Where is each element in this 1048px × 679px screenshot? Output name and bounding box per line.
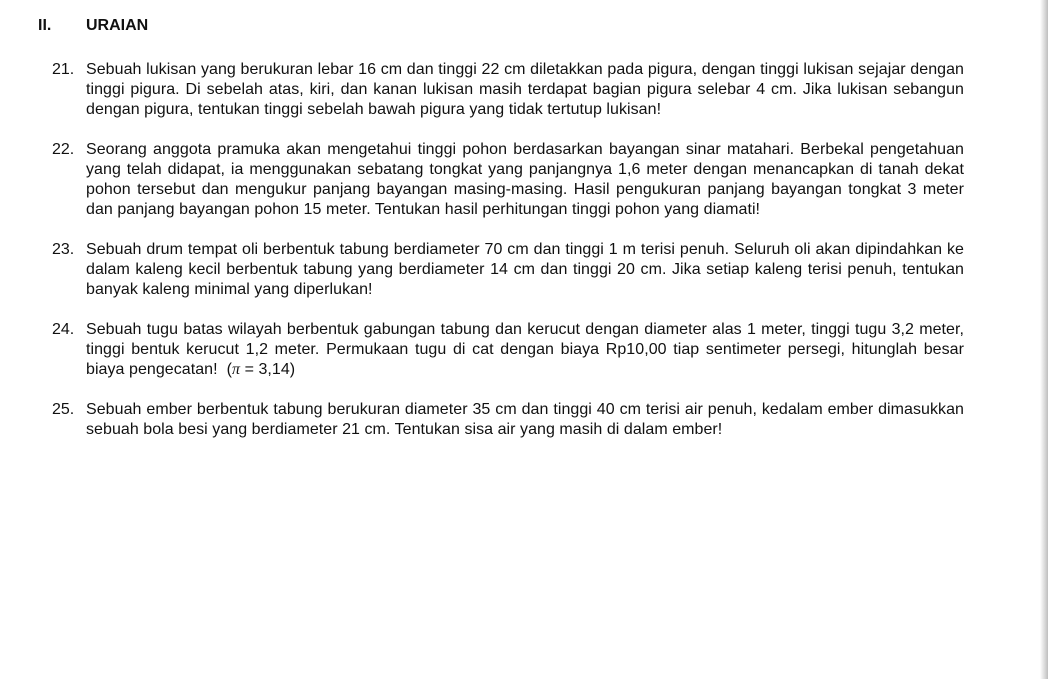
- problem-text: Sebuah lukisan yang berukuran lebar 16 cm dan tinggi 22 cm diletakkan pada pigura, dengan tinggi lukisan sejajar dengan tinggi pigura. Di sebelah atas, kiri, dan kanan lukisan masih terdapat bagian pigura selebar 4 cm. Jika lukisan sebangun dengan pigura, tentukan tinggi sebelah bawah pigura yang tidak tertutup lukisan!: [86, 61, 964, 118]
- problem-22: [52, 140, 964, 220]
- problem-text: Sebuah drum tempat oli berbentuk tabung berdiameter 70 cm dan tinggi 1 m terisi penuh. Seluruh oli akan dipindahkan ke dalam kaleng kecil berbentuk tabung yang berdiameter 14 cm dan tinggi 20 cm. Jika setiap kaleng terisi penuh, tentukan banyak kaleng minimal yang diperlukan!: [86, 241, 964, 298]
- pi-value: = 3,14): [240, 361, 296, 378]
- section-number: II.: [38, 17, 52, 34]
- problem-number: 23.: [52, 241, 75, 258]
- problem-text: Sebuah tugu batas wilayah berbentuk gabungan tabung dan kerucut dengan diameter alas 1 meter, tinggi tugu 3,2 meter, tinggi bentuk kerucut 1,2 meter. Permukaan tugu di cat dengan biaya Rp10,00 tiap sentimeter persegi, hitunglah besar biaya pengecatan!: [86, 321, 964, 378]
- problem-number: 24.: [52, 321, 75, 338]
- problem-text: Sebuah ember berbentuk tabung berukuran diameter 35 cm dan tinggi 40 cm terisi air penuh, kedalam ember dimasukkan sebuah bola besi yang berdiameter 21 cm. Tentukan sisa air yang masih di dalam ember!: [86, 401, 964, 438]
- section-heading: [38, 16, 148, 36]
- problem-number: 22.: [52, 141, 75, 158]
- problem-24: [52, 320, 964, 380]
- section-title: URAIAN: [86, 17, 149, 34]
- problem-text-wrapper: Sebuah tugu batas wilayah berbentuk gabungan tabung dan kerucut dengan diameter alas 1 meter, tinggi tugu 3,2 meter, tinggi bentuk kerucut 1,2 meter. Permukaan tugu di cat dengan biaya Rp10,00 tiap sentimeter persegi, hitunglah besar biaya pengecatan! (π = 3,14): [86, 321, 964, 378]
- pi-symbol: π: [232, 361, 241, 378]
- page-edge-shadow: [1040, 0, 1048, 679]
- problem-list: [52, 60, 964, 460]
- problem-number: 25.: [52, 401, 75, 418]
- problem-25: [52, 400, 964, 440]
- problem-text: Seorang anggota pramuka akan mengetahui tinggi pohon berdasarkan bayangan sinar matahari. Berbekal pengetahuan yang telah didapat, ia menggunakan sebatang tongkat yang panjangnya 1,6 meter dengan menancapkan di tanah dekat pohon tersebut dan mengukur panjang bayangan masing-masing. Hasil pengukuran panjang bayangan tongkat 3 meter dan panjang bayangan pohon 15 meter. Tentukan hasil perhitungan tinggi pohon yang diamati!: [86, 141, 964, 218]
- problem-number: 21.: [52, 61, 75, 78]
- problem-21: [52, 60, 964, 120]
- problem-23: [52, 240, 964, 300]
